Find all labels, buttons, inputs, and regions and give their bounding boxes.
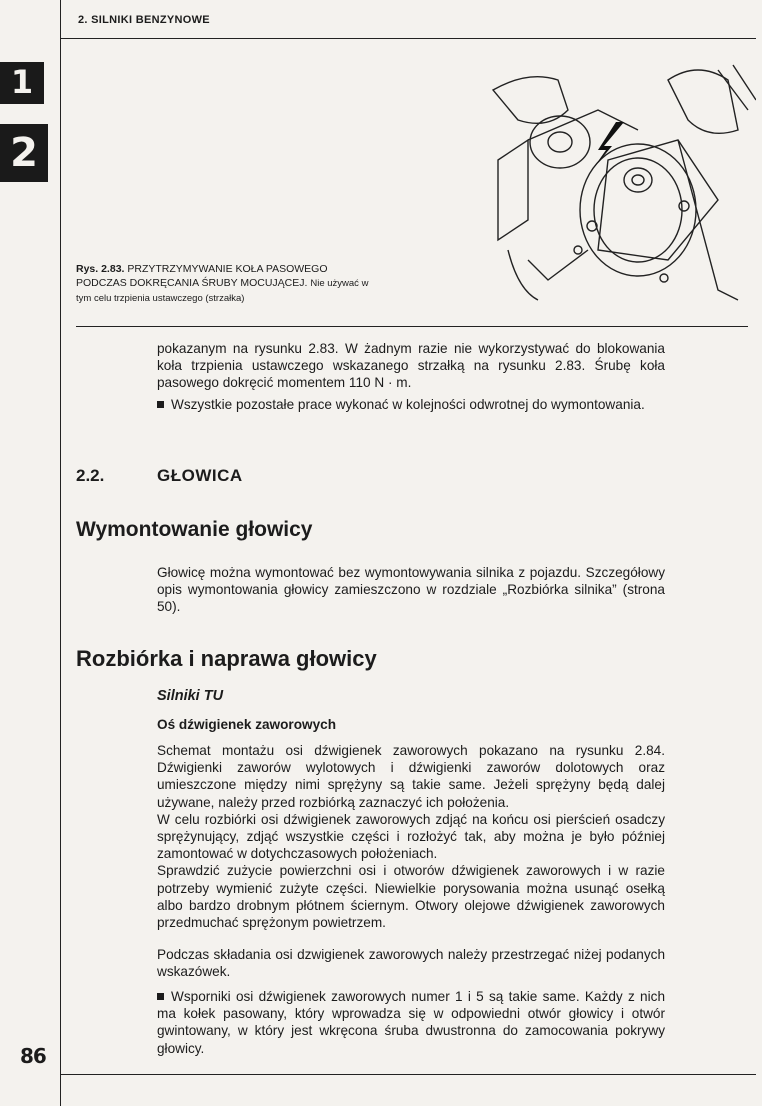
chapter-tab-gap <box>0 102 44 126</box>
heading-removal: Wymontowanie głowicy <box>76 518 313 541</box>
paragraph-supports: Wsporniki osi dźwigienek zaworowych numer 1 i 5 są takie same. Każdy z nich ma kołek pasowany, który wprowadza się w odpowiedni otwór głowicy i otwór gwintowany, w który jest wkręcona śruba dwustronna do zamocowania pokrywy głowicy. <box>157 989 665 1056</box>
subheading-engines: Silniki TU <box>157 688 224 704</box>
caption-rule <box>76 326 748 327</box>
paragraph-rocker-schema: Schemat montażu osi dźwigienek zaworowych pokazano na rysunku 2.84. Dźwigienki zaworów wylotowych i dźwigienki zaworów dolotowych oraz umieszczone między nimi sprężyny są takie same. Jeżeli sprężyny będą dalej używane, należy przed rozbiórką zaznaczyć ich położenia. <box>157 743 665 810</box>
paragraph-removal: Głowicę można wymontować bez wymontowywania silnika z pojazdu. Szczegółowy opis wymontowania głowicy zamieszczono w rozdziale „Rozbiórka silnika” (strona 50). <box>157 565 665 615</box>
paragraph-rocker-disassembly: W celu rozbiórki osi dźwigienek zaworowych zdjąć na końcu osi pierścień osadczy sprężynujący, zdjąć wszystkie części i rozłożyć tak, aby można je było później zamontować w dotychczasowych położeniach. <box>157 811 665 862</box>
pulley-figure-illustration <box>488 50 756 306</box>
paragraph-rocker-inspection: Sprawdzić zużycie powierzchni osi i otworów dźwigienek zaworowych i w razie potrzeby wymienić zużyte części. Niewielkie porysowania można usunąć osełką albo bardzo drobnym płótnem ściernym. Otwory olejowe dźwigienek zaworowych przedmuchać sprężonym powietrzem. <box>157 863 665 931</box>
section-title: GŁOWICA <box>157 466 243 485</box>
footer-rule <box>60 1074 756 1075</box>
paragraph-rocker-shaft <box>157 742 665 931</box>
paragraph-torque: pokazanym na rysunku 2.83. W żadnym razie nie wykorzystywać do blokowania koła trzpienia ustawczego wskazanego strzałką na rysunku 2.83. Śrubę koła pasowego dokręcić momentem 110 N · m. <box>157 341 665 391</box>
paragraph-assembly-guidelines: Podczas składania osi dzwigienek zaworowych należy przestrzegać niżej podanych wskazówek. <box>157 947 665 980</box>
figure-caption <box>76 262 376 306</box>
chapter-tab-1: 1 <box>0 62 44 102</box>
header-rule <box>60 38 756 39</box>
bullet-icon <box>157 993 164 1000</box>
bullet-icon <box>157 401 164 408</box>
margin-rule <box>60 0 61 1106</box>
running-head: 2. SILNIKI BENZYNOWE <box>78 14 210 26</box>
page-number: 86 <box>20 1044 46 1068</box>
chapter-tab-2: 2 <box>0 124 48 182</box>
figure-caption-note: Nie używać w tym celu trzpienia ustawczego (strzałka) <box>76 278 369 304</box>
figure-caption-main: PRZYTRZYMYWANIE KOŁA PASOWEGO PODCZAS DOKRĘCANIA ŚRUBY MOCUJĄCEJ. <box>76 263 328 289</box>
subheading-rocker-shaft: Oś dźwigienek zaworowych <box>157 717 337 732</box>
figure-label: Rys. 2.83. <box>76 263 125 275</box>
heading-disassembly: Rozbiórka i naprawa głowicy <box>76 646 377 671</box>
paragraph-reassembly: Wszystkie pozostałe prace wykonać w kolejności odwrotnej do wymontowania. <box>157 396 665 413</box>
section-number: 2.2. <box>76 466 105 485</box>
